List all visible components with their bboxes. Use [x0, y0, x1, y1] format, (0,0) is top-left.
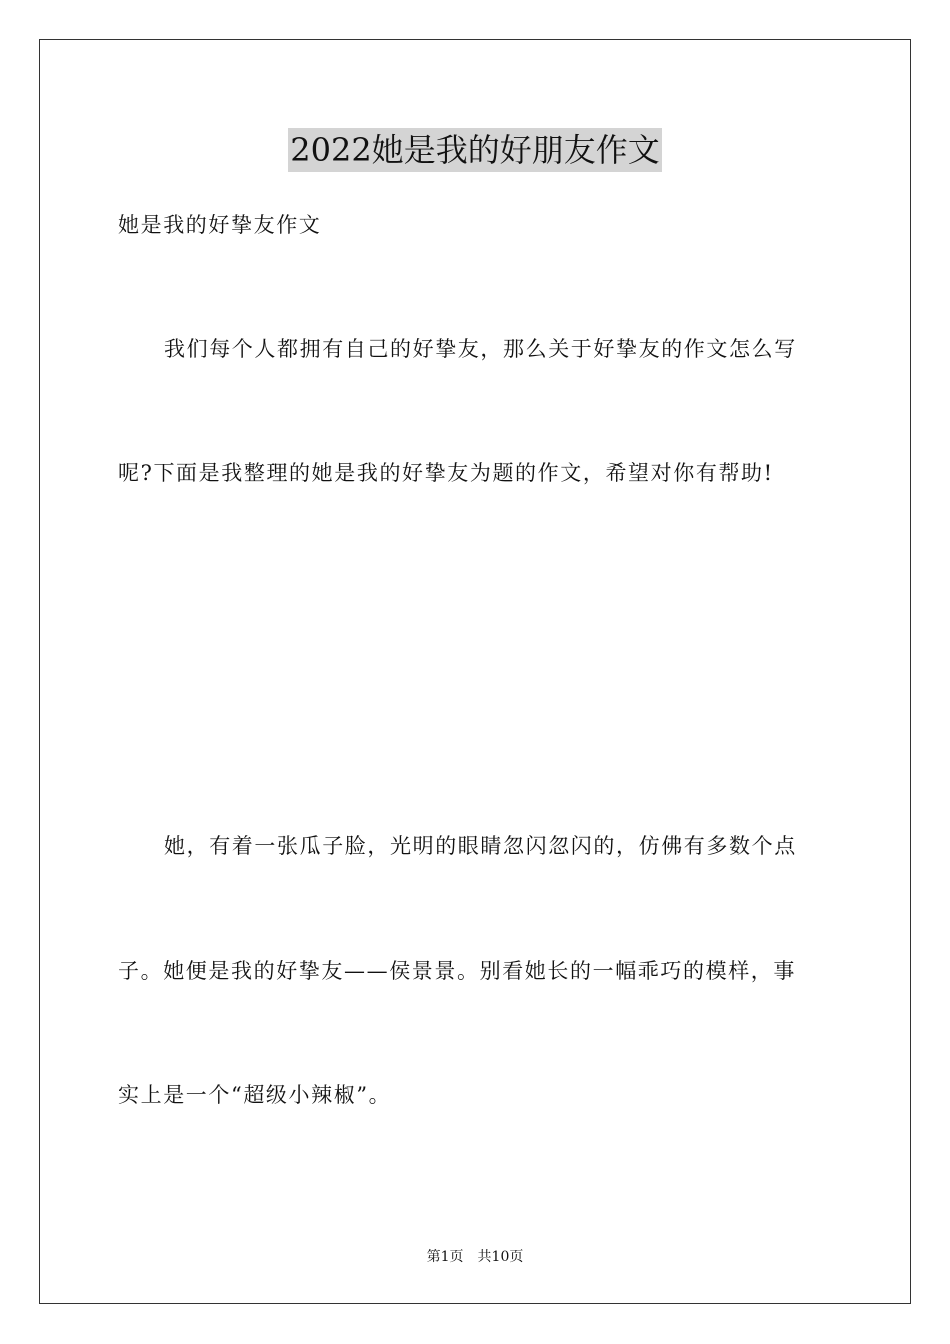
paragraph-line-5: 实上是一个“超级小辣椒”。 — [118, 1083, 392, 1107]
paragraph-line-1: 我们每个人都拥有自己的好挚友，那么关于好挚友的作文怎么写 — [164, 337, 797, 361]
page-footer — [0, 1247, 950, 1267]
page-total: 共10页 — [477, 1249, 524, 1265]
document-title: 2022她是我的好朋友作文 — [288, 128, 661, 172]
paragraph-line-2: 呢?下面是我整理的她是我的好挚友为题的作文，希望对你有帮助! — [118, 461, 774, 485]
paragraph-line-3: 她，有着一张瓜子脸，光明的眼睛忽闪忽闪的，仿佛有多数个点 — [164, 834, 797, 858]
subtitle-line: 她是我的好挚友作文 — [118, 213, 322, 237]
page-number: 第1页 — [426, 1249, 464, 1265]
paragraph-line-4: 子。她便是我的好挚友——侯景景。别看她长的一幅乖巧的模样，事 — [118, 959, 796, 983]
document-title-wrapper — [0, 128, 950, 172]
